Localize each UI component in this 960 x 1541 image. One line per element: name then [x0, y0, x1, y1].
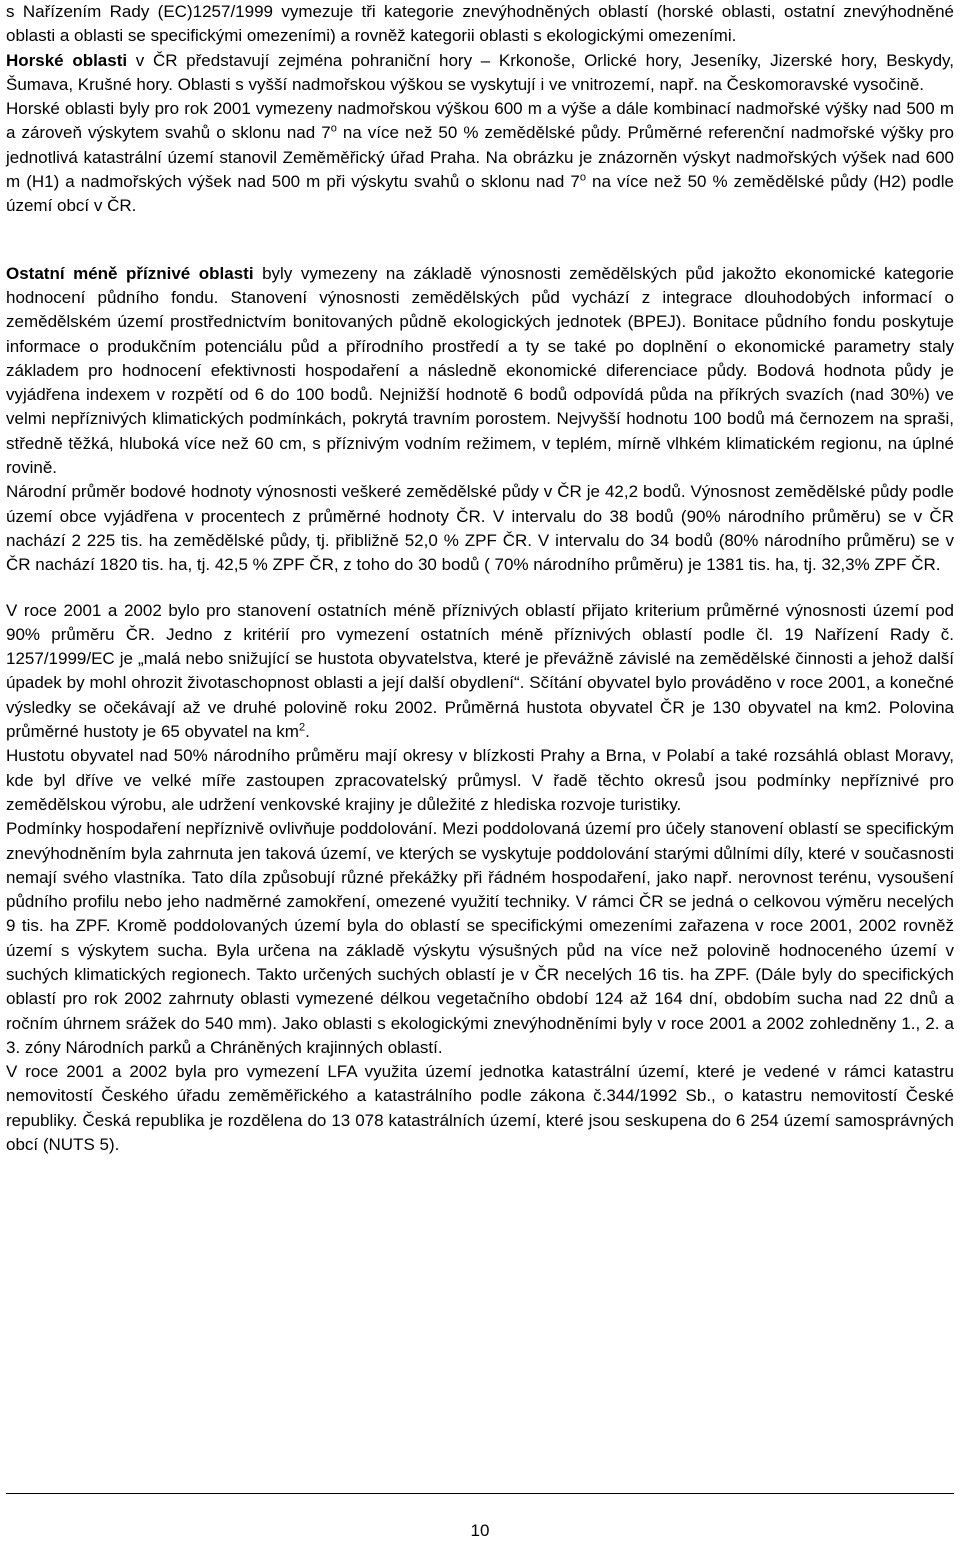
criteria-2001-text: V roce 2001 a 2002 bylo pro stanovení ostatních méně příznivých oblastí přijato kriterium průměrné výnosnosti území pod 90% průměru ČR. Jedno z kritérií pro vymezení ostatních méně příznivých oblastí podle čl. 19 Nařízení Rady č. 1257/1999/EC je „malá nebo snižující se hustota obyvatelstva, které je převážně závislé na zemědělské činnosti a jehož další úpadek by mohl ohrozit životaschopnost oblasti a její další obydlení“. Sčítání obyvatel bylo prováděno v roce 2001, a konečné výsledky se očekávají až ve druhé polovině roku 2002. Průměrná hustota obyvatel ČR je 130 obyvatel na km2. Polovina průměrné hustoty je 65 obyvatel na km	[6, 600, 954, 742]
km2-sup: 2	[298, 721, 306, 734]
footer-divider	[6, 1493, 954, 1494]
paragraph-mountain-areas-text: v ČR představují zejména pohraniční hory – Krkonoše, Orlické hory, Jeseníky, Jizerské hory, Beskydy, Šumava, Krušné hory. Oblasti s vyšší nadmořskou výškou se vyskytují i ve vnitrozemí, např. na Českomoravské vysočině.	[6, 50, 955, 94]
paragraph-2001-2002-criteria	[6, 599, 954, 745]
criteria-text-a: Horské oblasti byly pro rok 2001 vymezeny nadmořskou výškou 600 m a výše a dále kombinací nadmořské výšky nad 500 m a zároveň výskytem svahů o sklonu nad 7	[6, 99, 954, 143]
paragraph-intro: s Nařízením Rady (EC)1257/1999 vymezuje tři kategorie znevýhodněných oblastí (horské oblasti, ostatní znevýhodněné oblasti a oblasti se specifickými omezeními) a rovněž kategorii oblasti s ekologickými omezeními.	[6, 2, 954, 46]
degree-sup-1: o	[330, 122, 337, 135]
criteria-text-c: na více než 50 % zemědělské půdy (H2) podle území obcí v ČR.	[6, 172, 954, 216]
criteria-2001-end: .	[305, 722, 310, 742]
term-mountain-areas: Horské oblasti	[6, 50, 128, 70]
paragraph-other-lfa	[6, 262, 954, 481]
criteria-text-b: na více než 50 % zemědělské půdy. Průměrné referenční nadmořské výšky pro jednotlivá katastrální území stanovil Zeměměřický úřad Praha. Na obrázku je znázorněn výskyt nadmořských výšek nad 600 m (H1) a nadmořských výšek nad 500 m při výskytu svahů o sklonu nad 7	[6, 123, 954, 192]
paragraph-undermining: Podmínky hospodaření nepříznivě ovlivňuje poddolování. Mezi poddolovaná území pro účely stanovení oblastí se specifickým znevýhodněním byla zahrnuta jen taková území, ve kterých se vyskytuje poddolování starými důlními díly, které v současnosti nemají svého vlastníka. Tato díla způsobují různé překážky při řádném hospodaření, jako např. nerovnost terénu, vysoušení půdního profilu nebo jeho nadměrné zamokření, omezené využití techniky. V rámci ČR se jedná o celkovou výměru necelých 9 tis. ha ZPF. Kromě poddolovaných území byla do oblastí se specifickými omezeními zařazena v roce 2001, 2002 rovněž území s výskytem sucha. Byla určena na základě výskytu výsušných půd na více než polovině hodnoceného území v suchých klimatických regionech. Takto určených suchých oblastí je v ČR necelých 16 tis. ha ZPF. (Dále byly do specifických oblastí pro rok 2002 zahrnuty oblasti vymezené délkou vegetačního období 124 až 164 dní, obdobím sucha nad 22 dnů a ročním úhrnem srážek do 540 mm). Jako oblasti s ekologickými znevýhodněními byly v roce 2001 a 2002 zohledněny 1., 2. a 3. zóny Národních parků a Chráněných krajinných oblastí.	[6, 819, 954, 1057]
degree-sup-2: o	[579, 171, 586, 184]
term-other-lfa: Ostatní méně příznivé oblasti	[6, 263, 254, 283]
paragraph-population-density: Hustotu obyvatel nad 50% národního průměru mají okresy v blízkosti Prahy a Brna, v Polabí a také rozsáhlá oblast Moravy, kde byl dříve ve velké míře zastoupen zpracovatelský průmysl. V řadě těchto okresů jsou podmínky nepříznivé pro zemědělskou výrobu, ale udržení venkovské krajiny je důležité z hlediska rozvoje turistiky.	[6, 746, 954, 814]
document-body	[6, 0, 954, 1157]
paragraph-cadastral-units: V roce 2001 a 2002 byla pro vymezení LFA využita území jednotka katastrální území, které je vedené v rámci katastru nemovitostí Českého úřadu zeměměřického a katastrálního podle zákona č.344/1992 Sb., o katastru nemovitostí České republiky. Česká republika je rozdělena do 13 078 katastrálních území, které jsou seskupena do 6 254 území samosprávných obcí (NUTS 5).	[6, 1062, 954, 1155]
paragraph-other-lfa-text: byly vymezeny na základě výnosnosti zemědělských půd jakožto ekonomické kategorie hodnocení půdního fondu. Stanovení výnosnosti zemědělských půd vychází z integrace dlouhodobých informací o zemědělském území prostřednictvím bonitovaných půdně ekologických jednotek (BPEJ). Bonitace půdního fondu poskytuje informace o produkčním potenciálu půd a přírodního prostředí a ty se také po doplnění o ekonomické parametry staly základem pro hodnocení efektivnosti hospodaření a následně ekonomické diferenciace půdy. Bodová hodnota půdy je vyjádřena indexem v rozpětí od 6 do 100 bodů. Nejnižší hodnotě 6 bodů odpovídá půda na příkrých svazích (nad 30%) ve velmi nepříznivých klimatických podmínkách, pokrytá travním porostem. Nejvyšší hodnotu 100 bodů má černozem na spraši, středně těžká, hluboká více než 60 cm, s příznivým vodním režimem, v teplém, mírně vlhkém klimatickém regionu, na úplné rovině.	[6, 263, 954, 478]
paragraph-mountain-criteria	[6, 97, 954, 218]
page-number: 10	[470, 1521, 490, 1540]
paragraph-mountain-areas	[6, 49, 954, 98]
paragraph-national-average: Národní průměr bodové hodnoty výnosnosti veškeré zemědělské půdy v ČR je 42,2 bodů. Výnosnost zemědělské půdy podle území obce vyjádřena v procentech z průměrné hodnoty ČR. V intervalu do 38 bodů (90% národního průměru) se v ČR nachází 2 225 tis. ha zemědělské půdy, tj. přibližně 52,0 % ZPF ČR. V intervalu do 34 bodů (80% národního průměru) se v ČR nachází 1820 tis. ha, tj. 42,5 % ZPF ČR, z toho do 30 bodů ( 70% národního průměru) je 1381 tis. ha, tj. 32,3% ZPF ČR.	[6, 482, 954, 575]
